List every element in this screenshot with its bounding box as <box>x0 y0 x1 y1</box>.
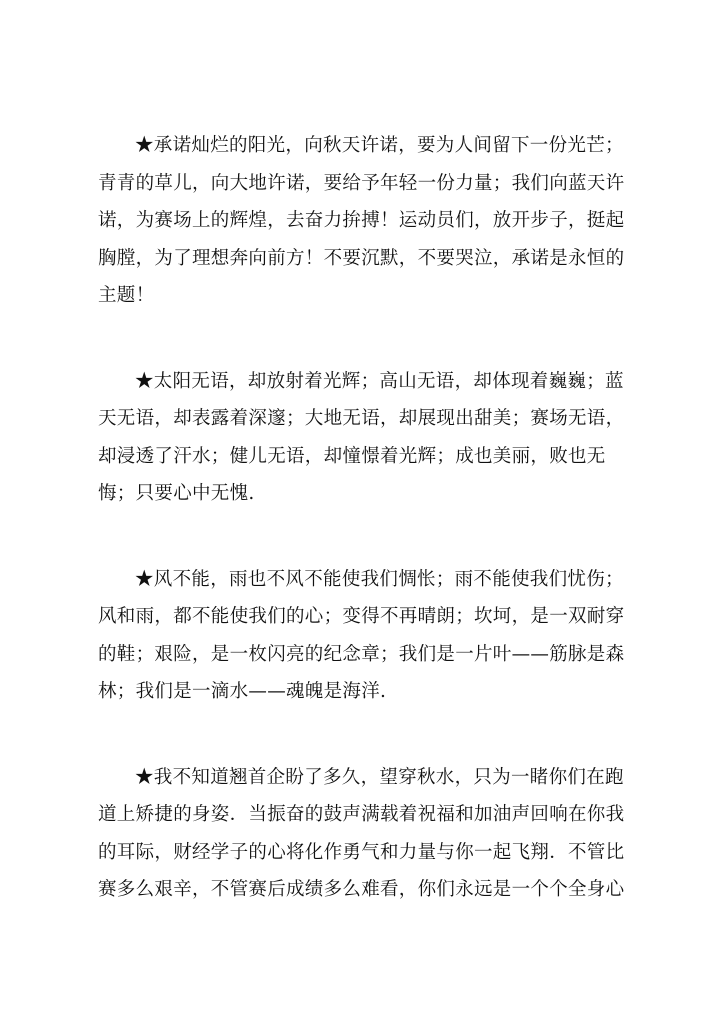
paragraph-promise <box>98 127 638 315</box>
paragraph-wind-rain <box>98 561 638 711</box>
paragraph-line: 主题！ <box>98 285 155 306</box>
paragraph-line: 诺，为赛场上的辉煌，去奋力拚搏！运动员们，放开步子，挺起 <box>98 210 625 231</box>
paragraph-line: 青青的草儿，向大地许诺，要给予年轻一份力量；我们向蓝天许 <box>98 172 625 194</box>
paragraph-line: ★我不知道翘首企盼了多久，望穿秋水，只为一睹你们在跑 <box>135 766 624 788</box>
paragraph-line: 的鞋；艰险，是一枚闪亮的纪念章；我们是一片叶——筋脉是森 <box>98 643 625 665</box>
paragraph-line: 悔；只要心中无愧. <box>98 483 255 504</box>
paragraph-line: ★风不能，雨也不风不能使我们惆怅；雨不能使我们忧伤； <box>135 568 624 590</box>
paragraph-line: ★承诺灿烂的阳光，向秋天许诺，要为人间留下一份光芒； <box>135 135 624 156</box>
paragraph-line: 胸膛，为了理想奔向前方！不要沉默，不要哭泣，承诺是永恒的 <box>98 247 625 269</box>
paragraph-line: 的耳际，财经学子的心将化作勇气和力量与你一起飞翔．不管比 <box>98 841 625 863</box>
paragraph-line: 天无语，却表露着深邃；大地无语，却展现出甜美；赛场无语， <box>98 408 625 429</box>
paragraph-silence <box>98 363 638 513</box>
paragraph-line: ★太阳无语，却放射着光辉；高山无语，却体现着巍巍；蓝 <box>135 370 624 392</box>
paragraph-line: 风和雨，都不能使我们的心；变得不再晴朗；坎坷，是一双耐穿 <box>98 606 625 627</box>
paragraph-waiting <box>98 759 638 909</box>
document-page <box>98 127 638 957</box>
paragraph-line: 却浸透了汗水；健儿无语，却憧憬着光辉；成也美丽，败也无 <box>98 445 606 467</box>
paragraph-line: 林；我们是一滴水——魂魄是海洋. <box>98 681 387 702</box>
paragraph-line: 赛多么艰辛，不管赛后成绩多么难看，你们永远是一个个全身心 <box>98 879 625 900</box>
paragraph-line: 道上矫捷的身姿．当振奋的鼓声满载着祝福和加油声回响在你我 <box>98 804 625 825</box>
